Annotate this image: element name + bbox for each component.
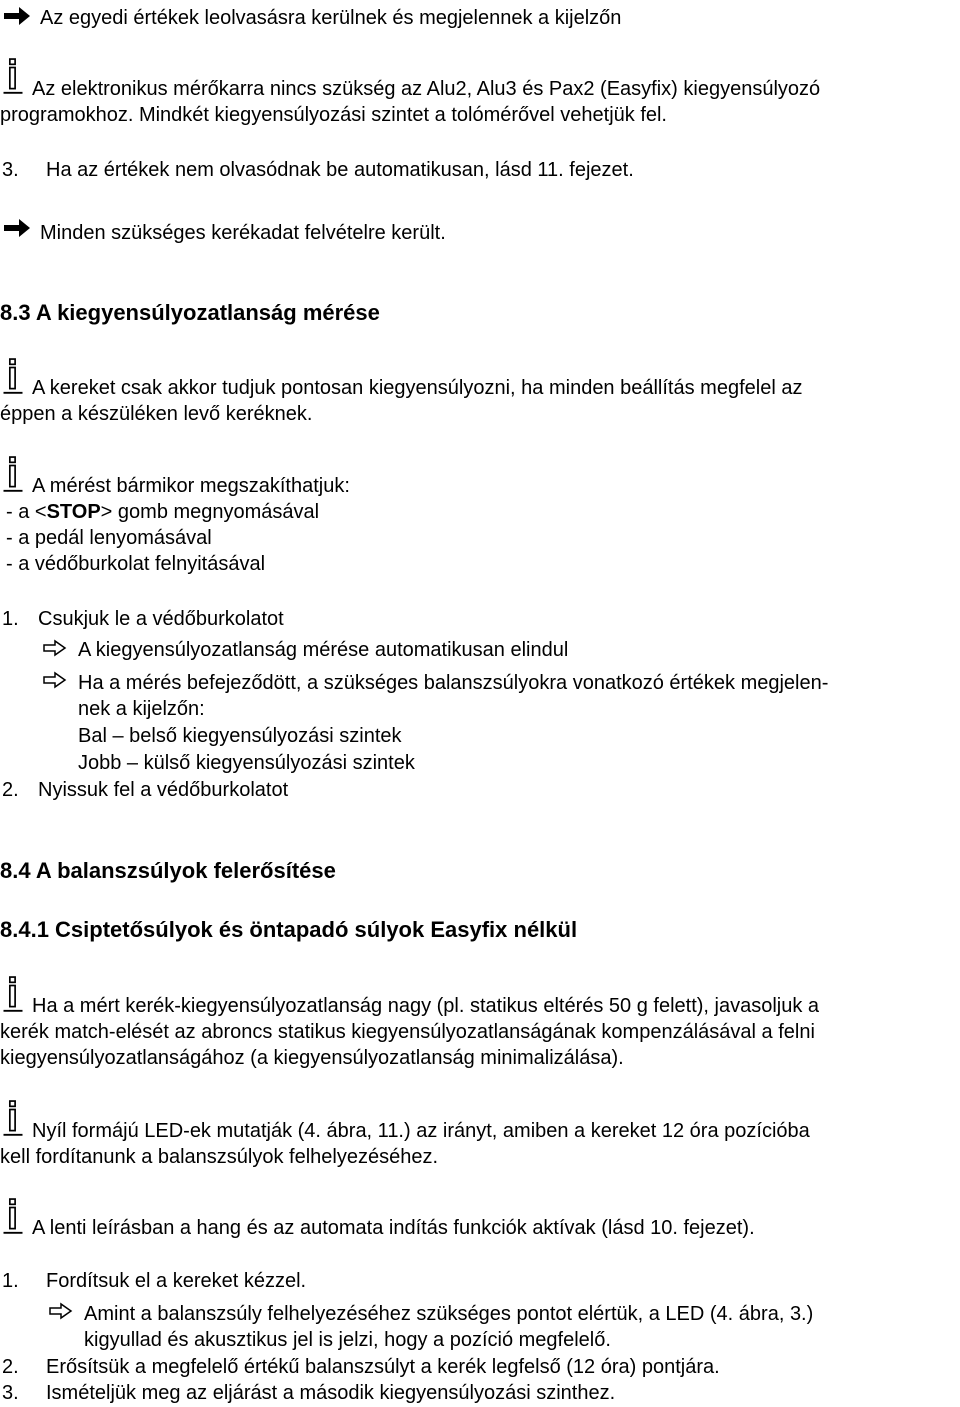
- list-item-prefix: - a <: [6, 501, 47, 523]
- step-number: 2.: [2, 779, 19, 801]
- outcome-text: Jobb – külső kiegyensúlyozási szintek: [78, 752, 415, 774]
- note-text: A mérést bármikor megszakíthatjuk:: [32, 475, 350, 497]
- outline-right-arrow-icon: [42, 639, 68, 657]
- note-text: A lenti leírásban a hang és az automata indítás funkciók aktívak (lásd 10. fejezet).: [32, 1217, 755, 1239]
- note-text: programokhoz. Mindkét kiegyensúlyozási szintet a tolómérővel vehetjük fel.: [0, 104, 667, 126]
- outcome-text: Bal – belső kiegyensúlyozási szintek: [78, 725, 402, 747]
- outcome-text: kigyullad és akusztikus jel is jelzi, hogy a pozíció megfelelő.: [84, 1329, 611, 1351]
- outline-right-arrow-icon: [42, 671, 68, 689]
- info-note-icon: [2, 58, 24, 96]
- result-line: Minden szükséges kerékadat felvételre került.: [40, 222, 446, 244]
- note-text: kell fordítanunk a balanszsúlyok felhelyezéséhez.: [0, 1146, 439, 1168]
- result-line: Az egyedi értékek leolvasásra kerülnek és megjelennek a kijelzőn: [40, 7, 622, 29]
- note-text: Nyíl formájú LED-ek mutatják (4. ábra, 11.) az irányt, amiben a kereket 12 óra pozícióba: [32, 1120, 810, 1142]
- subsection-heading: 8.4.1 Csiptetősúlyok és öntapadó súlyok Easyfix nélkül: [0, 917, 578, 942]
- step-text: Ha az értékek nem olvasódnak be automatikusan, lásd 11. fejezet.: [46, 159, 634, 181]
- step-number: 3.: [2, 1382, 19, 1404]
- section-heading: 8.4 A balanszsúlyok felerősítése: [0, 858, 336, 883]
- step-text: Fordítsuk el a kereket kézzel.: [46, 1270, 307, 1292]
- note-text: kerék match-elését az abroncs statikus kiegyensúlyozatlanságának kompenzálásával a felni: [0, 1021, 815, 1043]
- outcome-text: nek a kijelzőn:: [78, 698, 205, 720]
- list-item: [6, 499, 319, 525]
- note-text: A kereket csak akkor tudjuk pontosan kiegyensúlyozni, ha minden beállítás megfelel az: [32, 377, 803, 399]
- list-item-suffix: > gomb megnyomásával: [100, 501, 320, 523]
- section-heading: 8.3 A kiegyensúlyozatlanság mérése: [0, 300, 380, 325]
- outcome-text: Amint a balanszsúly felhelyezéséhez szükséges pontot elértük, a LED (4. ábra, 3.): [84, 1303, 814, 1325]
- step-number: 1.: [2, 608, 19, 630]
- info-note-icon: [2, 358, 24, 396]
- stop-key-label: STOP: [46, 501, 101, 523]
- info-note-icon: [2, 976, 24, 1014]
- outline-right-arrow-icon: [48, 1302, 74, 1320]
- list-item: - a védőburkolat felnyitásával: [6, 553, 266, 575]
- outcome-text: Ha a mérés befejeződött, a szükséges balanszsúlyokra vonatkozó értékek megjelen-: [78, 672, 829, 694]
- step-text: Ismételjük meg az eljárást a második kiegyensúlyozási szinthez.: [46, 1382, 616, 1404]
- bold-right-arrow-icon: [2, 216, 32, 240]
- step-text: Nyissuk fel a védőburkolatot: [38, 779, 289, 801]
- outcome-text: A kiegyensúlyozatlanság mérése automatikusan elindul: [78, 639, 569, 661]
- info-note-icon: [2, 1198, 24, 1236]
- info-note-icon: [2, 456, 24, 494]
- step-text: Csukjuk le a védőburkolatot: [38, 608, 284, 630]
- step-number: 2.: [2, 1356, 19, 1378]
- step-number: 3.: [2, 159, 19, 181]
- step-text: Erősítsük a megfelelő értékű balanszsúlyt a kerék legfelső (12 óra) pontjára.: [46, 1356, 720, 1378]
- note-text: Az elektronikus mérőkarra nincs szükség az Alu2, Alu3 és Pax2 (Easyfix) kiegyensúlyozó: [32, 78, 821, 100]
- note-text: éppen a készüléken levő keréknek.: [0, 403, 313, 425]
- note-text: kiegyensúlyozatlanságához (a kiegyensúlyozatlanság minimalizálása).: [0, 1047, 624, 1069]
- list-item: - a pedál lenyomásával: [6, 527, 212, 549]
- step-number: 1.: [2, 1270, 19, 1292]
- note-text: Ha a mért kerék-kiegyensúlyozatlanság nagy (pl. statikus eltérés 50 g felett), javasoljuk a: [32, 995, 820, 1017]
- info-note-icon: [2, 1100, 24, 1138]
- bold-right-arrow-icon: [2, 4, 32, 28]
